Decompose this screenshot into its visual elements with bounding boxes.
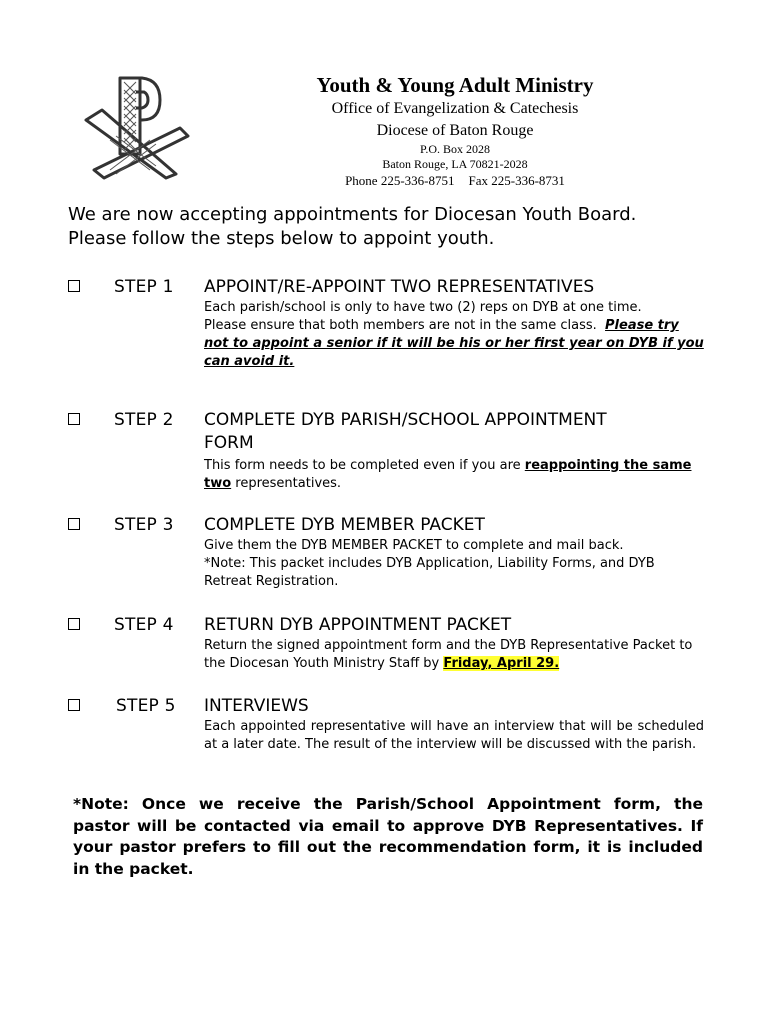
step-1-emphasis: Please try not to appoint a senior if it will be his or her first year on DYB if you can avoid it.	[204, 318, 704, 369]
step-1-text-2a: Please ensure that both members are not in the same class.	[204, 318, 597, 333]
step-4-deadline: Friday, April 29.	[443, 656, 560, 671]
step-3-body	[204, 537, 704, 591]
step-5-number: STEP 5	[116, 696, 176, 716]
step-4-title: RETURN DYB APPOINTMENT PACKET	[204, 615, 512, 635]
diocese-name: Diocese of Baton Rouge	[376, 122, 534, 139]
step-2-title-line-1: COMPLETE DYB PARISH/SCHOOL APPOINTMENT	[204, 410, 607, 430]
step-1-body	[204, 299, 704, 371]
step-1-checkbox[interactable]	[68, 280, 80, 292]
step-3-text-2: *Note: This packet includes DYB Application, Liability Forms, and DYB Retreat Registration.	[204, 556, 655, 589]
step-4-checkbox[interactable]	[68, 618, 80, 630]
step-3-title: COMPLETE DYB MEMBER PACKET	[204, 515, 485, 535]
step-4-number: STEP 4	[114, 615, 174, 635]
step-3-number: STEP 3	[114, 515, 174, 535]
step-2-text-1: This form needs to be completed even if you are	[204, 458, 521, 473]
intro-text	[68, 203, 728, 251]
step-4-body	[204, 637, 704, 673]
contact-line	[270, 172, 640, 190]
phone-number: Phone 225-336-8751	[345, 173, 455, 188]
step-2-number: STEP 2	[114, 410, 174, 430]
step-1-number: STEP 1	[114, 277, 174, 297]
office-name: Office of Evangelization & Catechesis	[331, 100, 579, 117]
letterhead	[270, 72, 640, 190]
step-3-text-1: Give them the DYB MEMBER PACKET to complete and mail back.	[204, 538, 624, 553]
step-2-checkbox[interactable]	[68, 413, 80, 425]
city-address: Baton Rouge, LA 70821-2028	[382, 157, 528, 171]
step-5-title: INTERVIEWS	[204, 696, 309, 716]
step-3-checkbox[interactable]	[68, 518, 80, 530]
pastor-note: *Note: Once we receive the Parish/School Appointment form, the pastor will be contacted via email to approve DYB Representatives. If your pastor prefers to fill out the recommendation form, it is included in the packet.	[73, 795, 703, 878]
intro-line-1: We are now accepting appointments for Diocesan Youth Board.	[68, 204, 637, 225]
ministry-title: Youth & Young Adult Ministry	[316, 73, 594, 97]
step-4-text-1: Return the signed appointment form and the DYB Representative Packet to the Diocesan Youth Ministry Staff by	[204, 638, 693, 671]
intro-line-2: Please follow the steps below to appoint youth.	[68, 228, 495, 249]
po-box: P.O. Box 2028	[419, 142, 490, 156]
fax-number: Fax 225-336-8731	[468, 173, 565, 188]
step-2-title	[204, 409, 704, 455]
step-1-title: APPOINT/RE-APPOINT TWO REPRESENTATIVES	[204, 277, 595, 297]
step-2-emphasis: reappointing the same two	[204, 458, 692, 491]
step-2-body	[204, 457, 704, 493]
step-1-text-2	[204, 317, 704, 371]
step-5-body: Each appointed representative will have an interview that will be scheduled at a later date. The result of the interview will be discussed with the parish.	[204, 719, 704, 752]
step-2-text-2: representatives.	[235, 476, 342, 491]
step-5-checkbox[interactable]	[68, 699, 80, 711]
step-1-text-1: Each parish/school is only to have two (2) reps on DYB at one time.	[204, 300, 642, 315]
step-2-title-line-2: FORM	[204, 433, 254, 453]
chi-rho-logo-icon	[80, 70, 190, 180]
